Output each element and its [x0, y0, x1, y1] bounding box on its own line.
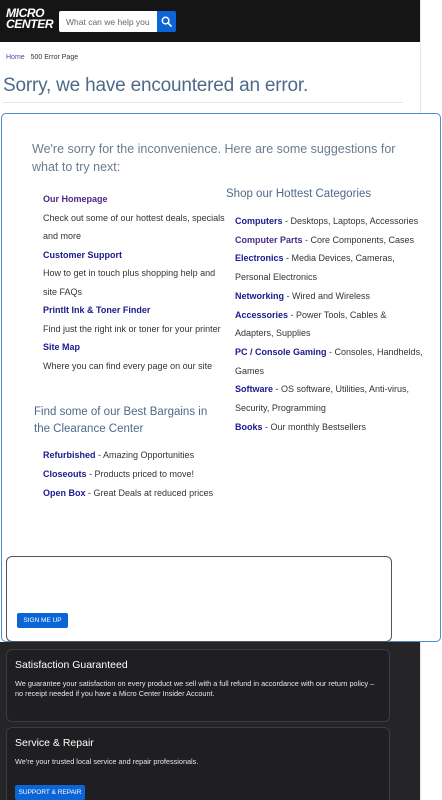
clearance-heading: Find some of our Best Bargains in the Clearance Center: [34, 406, 208, 435]
category-item: [235, 306, 425, 343]
category-item: [235, 212, 425, 231]
suggestion-item: [43, 246, 228, 302]
categories-heading: Shop our Hottest Categories: [226, 188, 372, 200]
breadcrumb-current: 500 Error Page: [30, 54, 79, 61]
clearance-link-open-box[interactable]: Open Box: [43, 487, 86, 498]
suggestion-item: [43, 338, 228, 375]
category-item: [235, 343, 425, 380]
email-signup-panel: [6, 556, 392, 642]
category-desc: - Core Components, Cases: [302, 234, 415, 245]
clearance-link-closeouts[interactable]: Closeouts: [43, 468, 87, 479]
category-desc: - Power Tools, Cables & Adapters, Supplies: [235, 309, 387, 339]
category-desc: - Media Devices, Cameras, Personal Electronics: [235, 253, 395, 283]
category-link-pc-console-gaming[interactable]: PC / Console Gaming: [235, 346, 327, 357]
suggestion-link-site-map[interactable]: Site Map: [43, 342, 81, 352]
suggestion-link-customer-support[interactable]: Customer Support: [43, 249, 123, 260]
suggestions-card: [1, 113, 441, 642]
categories-list: [235, 212, 425, 436]
support-repair-button[interactable]: SUPPORT & REPAIR: [15, 785, 85, 800]
category-item: [235, 380, 425, 417]
service-title: Service & Repair: [15, 737, 94, 749]
suggestion-desc: How to get in touch plus shopping help and site FAQs: [43, 268, 216, 297]
service-text: We're your trusted local service and repair professionals.: [15, 757, 199, 766]
suggestion-list: [43, 190, 228, 375]
category-desc: - Our monthly Bestsellers: [262, 421, 367, 432]
suggestion-desc: Find just the right ink or toner for your printer: [43, 323, 221, 334]
clearance-item: [43, 484, 233, 503]
category-desc: - Desktops, Laptops, Accessories: [282, 216, 419, 226]
satisfaction-title: Satisfaction Guaranteed: [15, 659, 128, 671]
suggestion-desc: Where you can find every page on our site: [43, 360, 213, 371]
category-link-software[interactable]: Software: [235, 384, 274, 395]
category-desc: - OS software, Utilities, Anti-virus, Security, Programming: [235, 384, 410, 414]
category-link-accessories[interactable]: Accessories: [235, 309, 289, 320]
category-link-networking[interactable]: Networking: [235, 290, 285, 301]
category-link-electronics[interactable]: Electronics: [235, 253, 284, 264]
suggestion-link-ink-toner[interactable]: PrintIt Ink & Toner Finder: [43, 305, 151, 315]
sign-me-up-button[interactable]: SIGN ME UP: [17, 613, 68, 628]
intro-text: We're sorry for the inconvenience. Here are some suggestions for what to try next:: [32, 142, 396, 174]
category-link-computer-parts[interactable]: Computer Parts: [235, 234, 303, 245]
suggestion-item: [43, 301, 228, 338]
category-item: [235, 418, 425, 437]
category-link-computers[interactable]: Computers: [235, 216, 283, 226]
satisfaction-text: We guarantee your satisfaction on every product we sell with a full refund in accordance with our return policy – no receipt needed if you have a Micro Center Insider Account.: [15, 679, 375, 698]
search-input[interactable]: [59, 11, 158, 32]
page-title: Sorry, we have encountered an error.: [3, 75, 309, 96]
breadcrumb-home-link[interactable]: Home: [6, 54, 25, 61]
site-header: [0, 0, 420, 42]
logo-text-line2: CENTER: [6, 19, 54, 31]
suggestion-link-homepage[interactable]: Our Homepage: [43, 194, 108, 204]
clearance-item: [43, 446, 233, 465]
search-button[interactable]: [157, 11, 176, 32]
breadcrumb: [6, 54, 78, 61]
service-repair-panel: [6, 727, 390, 800]
category-link-books[interactable]: Books: [235, 421, 263, 432]
search-icon: [161, 16, 172, 27]
suggestion-desc: Check out some of our hottest deals, specials and more: [43, 212, 225, 241]
satisfaction-guaranteed-panel: [6, 649, 390, 722]
clearance-list: [43, 446, 233, 502]
clearance-item: [43, 465, 233, 484]
clearance-link-refurbished[interactable]: Refurbished: [43, 450, 96, 460]
micro-center-logo[interactable]: [6, 9, 54, 33]
category-item: [235, 231, 425, 250]
category-item: [235, 287, 425, 306]
clearance-desc: - Amazing Opportunities: [95, 450, 195, 460]
clearance-desc: - Great Deals at reduced prices: [85, 487, 214, 498]
suggestion-item: [43, 190, 228, 246]
title-divider: [3, 102, 403, 103]
logo-text-line1: MICRO: [6, 8, 45, 20]
site-footer: [0, 642, 420, 800]
clearance-desc: - Products priced to move!: [86, 468, 195, 479]
category-item: [235, 249, 425, 286]
category-desc: - Wired and Wireless: [284, 290, 371, 301]
category-desc: - Consoles, Handhelds, Games: [235, 346, 423, 376]
